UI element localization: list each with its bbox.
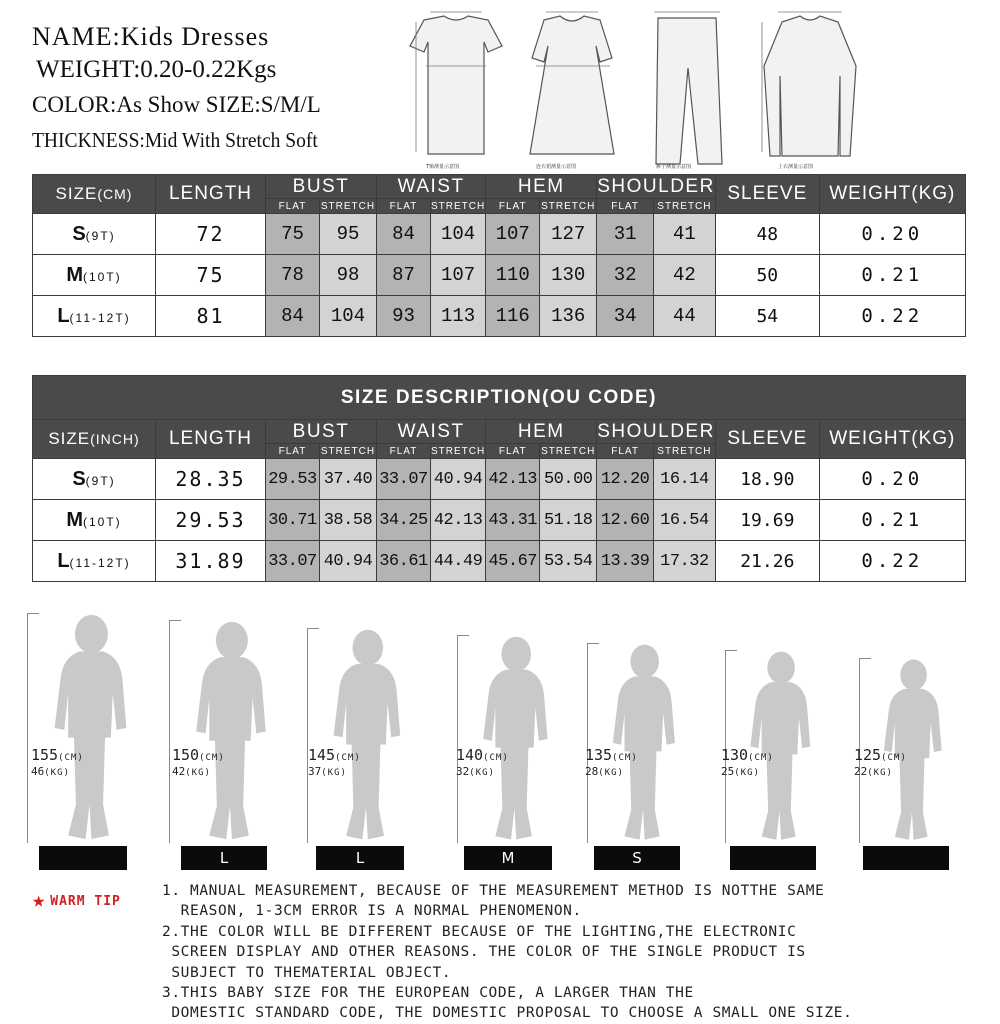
bust-flat-cell: 29.53 — [266, 459, 320, 500]
shoulder-stretch-cell: 41 — [653, 214, 715, 255]
weight-unit: (KG) — [598, 768, 624, 778]
weight-unit: (KG) — [321, 768, 347, 778]
hem-stretch-cell: 127 — [540, 214, 597, 255]
weight-cell: 0.20 — [819, 459, 965, 500]
height-unit: (CM) — [58, 753, 84, 763]
height-value: 135(CM) — [585, 746, 638, 764]
bust-stretch-cell: 95 — [320, 214, 377, 255]
waist-flat-cell: 34.25 — [377, 500, 431, 541]
child-figure-icon — [183, 620, 277, 843]
child-silhouette — [41, 613, 138, 843]
bust-stretch-cell: 98 — [320, 255, 377, 296]
subheader-stretch: STRETCH — [653, 199, 715, 214]
child-figure-icon — [471, 635, 558, 843]
length-cell: 28.35 — [156, 459, 266, 500]
weight-cell: 0.22 — [819, 541, 965, 582]
sleeve-cell: 50 — [715, 255, 819, 296]
garment-diagram-image — [386, 6, 866, 172]
bust-stretch-cell: 38.58 — [320, 500, 377, 541]
shoulder-flat-cell: 32 — [597, 255, 654, 296]
length-cell: 29.53 — [156, 500, 266, 541]
svg-text:T恤测量示意图: T恤测量示意图 — [426, 164, 460, 170]
waist-flat-cell: 84 — [377, 214, 431, 255]
weight-value: 22(KG) — [854, 765, 893, 778]
height-unit: (CM) — [335, 753, 361, 763]
waist-stretch-cell: 40.94 — [431, 459, 486, 500]
child-figure-icon — [321, 628, 411, 843]
subheader-stretch: STRETCH — [320, 445, 376, 457]
size-bar — [39, 846, 127, 870]
weight-value: 37(KG) — [308, 765, 347, 778]
child-figure-icon — [739, 650, 820, 843]
length-cell: 75 — [156, 255, 266, 296]
subheader-flat: FLAT — [377, 444, 431, 459]
shoulder-flat-cell: 12.20 — [597, 459, 654, 500]
subheader-flat: FLAT — [597, 199, 654, 214]
hem-flat-cell: 45.67 — [486, 541, 540, 582]
subheader-stretch: STRETCH — [431, 200, 486, 212]
shoulder-flat-cell: 31 — [597, 214, 654, 255]
height-measure-line — [27, 613, 28, 843]
bust-flat-cell: 30.71 — [266, 500, 320, 541]
star-icon: ★ — [32, 888, 47, 913]
table-row — [33, 296, 966, 337]
sleeve-cell: 54 — [715, 296, 819, 337]
subheader-flat: FLAT — [266, 444, 320, 459]
subheader-stretch: STRETCH — [320, 200, 376, 212]
size-bar: S — [594, 846, 680, 870]
height-value: 130(CM) — [721, 746, 774, 764]
child-silhouette — [183, 620, 277, 843]
child-silhouette — [601, 643, 685, 843]
product-info — [32, 22, 339, 158]
table-row — [33, 541, 966, 582]
hem-flat-cell: 43.31 — [486, 500, 540, 541]
sleeve-cell: 21.26 — [715, 541, 819, 582]
length-cell: 72 — [156, 214, 266, 255]
size-description-title: SIZE DESCRIPTION(OU CODE) — [33, 376, 966, 420]
height-weight-label — [308, 748, 361, 778]
warm-tip-label — [32, 890, 121, 912]
height-measure-tick — [587, 643, 599, 644]
weight-unit: (KG) — [734, 768, 760, 778]
header-shoulder: SHOULDER — [597, 176, 715, 197]
header-hem: HEM — [486, 420, 597, 444]
subheader-flat: FLAT — [486, 444, 540, 459]
size-cell: L(11-12T) — [33, 296, 156, 337]
height-unit: (CM) — [483, 753, 509, 763]
height-measure-line — [169, 620, 170, 843]
size-bar — [730, 846, 816, 870]
svg-text:连衣裙测量示意图: 连衣裙测量示意图 — [536, 164, 577, 170]
hem-stretch-cell: 51.18 — [540, 500, 597, 541]
product-weight: WEIGHT:0.20-0.22Kgs — [36, 56, 277, 83]
height-measure-line — [457, 635, 458, 843]
hem-stretch-cell: 136 — [540, 296, 597, 337]
height-measure-tick — [169, 620, 181, 621]
waist-stretch-cell: 107 — [431, 255, 486, 296]
child-figure-icon — [601, 643, 685, 843]
bust-stretch-cell: 40.94 — [320, 541, 377, 582]
waist-stretch-cell: 113 — [431, 296, 486, 337]
shoulder-flat-cell: 34 — [597, 296, 654, 337]
weight-cell: 0.21 — [819, 500, 965, 541]
child-silhouette — [739, 650, 820, 843]
waist-flat-cell: 93 — [377, 296, 431, 337]
weight-unit: (KG) — [185, 768, 211, 778]
product-name: NAME:Kids Dresses — [32, 22, 270, 51]
header-bust: BUST — [266, 420, 377, 444]
shoulder-stretch-cell: 16.54 — [653, 500, 715, 541]
cm-table-body — [33, 214, 966, 337]
subheader-stretch: STRETCH — [541, 200, 596, 212]
subheader-flat: FLAT — [486, 199, 540, 214]
bust-flat-cell: 33.07 — [266, 541, 320, 582]
shoulder-stretch-cell: 42 — [653, 255, 715, 296]
header-waist: WAIST — [377, 175, 486, 199]
note-item: 1. MANUAL MEASUREMENT, BECAUSE OF THE MEASUREMENT METHOD IS NOTTHE SAME REASON, 1-3CM ERROR IS A NORMAL PHENOMENON. — [162, 883, 825, 920]
size-cell: M(10T) — [33, 255, 156, 296]
weight-value: 46(KG) — [31, 765, 70, 778]
child-figure-icon — [41, 613, 138, 843]
height-measure-tick — [725, 650, 737, 651]
product-color-size: COLOR:As Show SIZE:S/M/L — [32, 92, 321, 117]
weight-value: 32(KG) — [456, 765, 495, 778]
waist-flat-cell: 36.61 — [377, 541, 431, 582]
svg-text:上衣测量示意图: 上衣测量示意图 — [778, 164, 814, 170]
weight-cell: 0.22 — [819, 296, 965, 337]
size-bar: L — [316, 846, 404, 870]
header-size: SIZE(CM) — [33, 175, 156, 214]
hem-flat-cell: 42.13 — [486, 459, 540, 500]
hem-flat-cell: 116 — [486, 296, 540, 337]
table-row — [33, 214, 966, 255]
header-bust: BUST — [266, 175, 377, 199]
waist-stretch-cell: 42.13 — [431, 500, 486, 541]
hem-flat-cell: 110 — [486, 255, 540, 296]
height-weight-label — [172, 748, 225, 778]
size-cell: S(9T) — [33, 214, 156, 255]
weight-cell: 0.20 — [819, 214, 965, 255]
weight-unit: (KG) — [44, 768, 70, 778]
child-silhouette — [321, 628, 411, 843]
table-row — [33, 500, 966, 541]
height-weight-label — [854, 748, 907, 778]
sleeve-cell: 19.69 — [715, 500, 819, 541]
shoulder-stretch-cell: 16.14 — [653, 459, 715, 500]
bust-flat-cell: 78 — [266, 255, 320, 296]
header-weight: WEIGHT(KG) — [819, 420, 965, 459]
header-length: LENGTH — [156, 175, 266, 214]
height-unit: (CM) — [881, 753, 907, 763]
size-bar — [863, 846, 949, 870]
subheader-stretch: STRETCH — [431, 445, 486, 457]
shoulder-stretch-cell: 44 — [653, 296, 715, 337]
height-unit: (CM) — [748, 753, 774, 763]
size-table-inch — [32, 375, 966, 582]
product-thickness: THICKNESS:Mid With Stretch Soft — [32, 128, 318, 152]
size-bar: M — [464, 846, 552, 870]
child-silhouette — [471, 635, 558, 843]
note-item: 3.THIS BABY SIZE FOR THE EUROPEAN CODE, A LARGER THAN THE DOMESTIC STANDARD CODE, THE DOMESTIC PROPOSAL TO CHOOSE A SMALL ONE SIZE. — [162, 985, 853, 1022]
header-waist: WAIST — [377, 420, 486, 444]
bust-flat-cell: 84 — [266, 296, 320, 337]
size-table-cm — [32, 174, 966, 337]
garment-diagrams — [386, 6, 866, 172]
size-bar: L — [181, 846, 267, 870]
shoulder-flat-cell: 13.39 — [597, 541, 654, 582]
warm-tip-text: WARM TIP — [50, 893, 121, 909]
size-cell: S(9T) — [33, 459, 156, 500]
hem-stretch-cell: 53.54 — [540, 541, 597, 582]
warm-tip-notes — [162, 881, 852, 1024]
height-weight-label — [31, 748, 84, 778]
shoulder-stretch-cell: 17.32 — [653, 541, 715, 582]
hem-flat-cell: 107 — [486, 214, 540, 255]
weight-value: 42(KG) — [172, 765, 211, 778]
weight-unit: (KG) — [867, 768, 893, 778]
hem-stretch-cell: 130 — [540, 255, 597, 296]
sleeve-cell: 48 — [715, 214, 819, 255]
height-measure-tick — [457, 635, 469, 636]
height-measure-line — [307, 628, 308, 843]
hem-stretch-cell: 50.00 — [540, 459, 597, 500]
subheader-flat: FLAT — [377, 199, 431, 214]
waist-flat-cell: 33.07 — [377, 459, 431, 500]
subheader-stretch: STRETCH — [653, 444, 715, 459]
height-measure-tick — [859, 658, 871, 659]
subheader-flat: FLAT — [266, 199, 320, 214]
length-cell: 81 — [156, 296, 266, 337]
height-value: 140(CM) — [456, 746, 509, 764]
height-measure-tick — [307, 628, 319, 629]
header-shoulder: SHOULDER — [597, 421, 715, 442]
table-row — [33, 255, 966, 296]
weight-unit: (KG) — [469, 768, 495, 778]
height-value: 145(CM) — [308, 746, 361, 764]
sleeve-cell: 18.90 — [715, 459, 819, 500]
shoulder-flat-cell: 12.60 — [597, 500, 654, 541]
waist-flat-cell: 87 — [377, 255, 431, 296]
inch-table-body — [33, 459, 966, 582]
height-value: 150(CM) — [172, 746, 225, 764]
header-length: LENGTH — [156, 420, 266, 459]
header-size: SIZE(INCH) — [33, 420, 156, 459]
table-row — [33, 459, 966, 500]
height-measure-tick — [27, 613, 39, 614]
height-measure-line — [587, 643, 588, 843]
bust-flat-cell: 75 — [266, 214, 320, 255]
height-weight-label — [456, 748, 509, 778]
height-weight-label — [585, 748, 638, 778]
header-sleeve: SLEEVE — [715, 175, 819, 214]
size-cell: M(10T) — [33, 500, 156, 541]
height-weight-label — [721, 748, 774, 778]
bust-stretch-cell: 104 — [320, 296, 377, 337]
header-hem: HEM — [486, 175, 597, 199]
waist-stretch-cell: 104 — [431, 214, 486, 255]
height-value: 155(CM) — [31, 746, 84, 764]
svg-text:裤子测量示意图: 裤子测量示意图 — [656, 164, 692, 170]
header-sleeve: SLEEVE — [715, 420, 819, 459]
note-item: 2.THE COLOR WILL BE DIFFERENT BECAUSE OF THE LIGHTING,THE ELECTRONIC SCREEN DISPLAY AND OTHER REASONS. THE COLOR OF THE SINGLE PRODUCT IS SUBJECT TO THEMATERIAL OBJECT. — [162, 923, 806, 981]
header-weight: WEIGHT(KG) — [819, 175, 965, 214]
size-cell: L(11-12T) — [33, 541, 156, 582]
bust-stretch-cell: 37.40 — [320, 459, 377, 500]
height-unit: (CM) — [612, 753, 638, 763]
weight-value: 25(KG) — [721, 765, 760, 778]
weight-value: 28(KG) — [585, 765, 624, 778]
length-cell: 31.89 — [156, 541, 266, 582]
height-unit: (CM) — [199, 753, 225, 763]
subheader-stretch: STRETCH — [541, 445, 596, 457]
weight-cell: 0.21 — [819, 255, 965, 296]
subheader-flat: FLAT — [597, 444, 654, 459]
waist-stretch-cell: 44.49 — [431, 541, 486, 582]
height-value: 125(CM) — [854, 746, 907, 764]
